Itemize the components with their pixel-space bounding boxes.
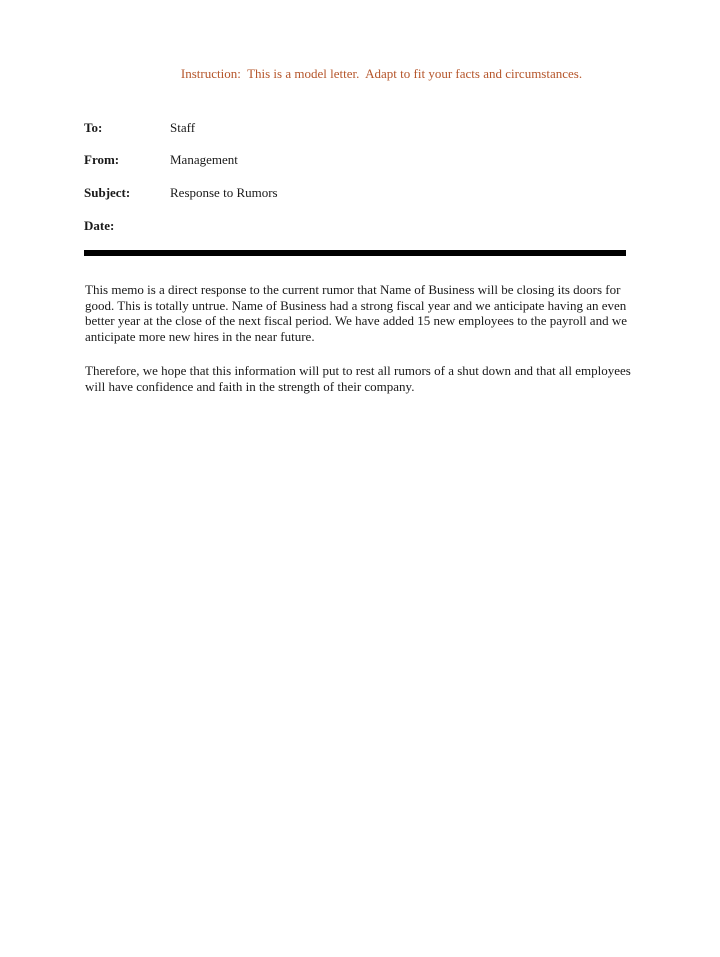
memo-to-label: To:: [84, 120, 103, 135]
memo-subject-label: Subject:: [84, 185, 131, 200]
memo-subject-value: Response to Rumors: [170, 185, 278, 200]
body-paragraph-1: This memo is a direct response to the current rumor that Name of Business will be closing its doors for good. This is totally untrue. Name of Business had a strong fiscal year and we anticipate having an even better year at the close of the next fiscal period. We have added 15 new employees to the payroll and we anticipate more new hires in the near future.: [85, 282, 627, 344]
memo-from-label: From:: [84, 152, 120, 167]
memo-to-value: Staff: [170, 120, 196, 135]
body-paragraph-2: Therefore, we hope that this information will put to rest all rumors of a shut down and that all employees will have confidence and faith in the strength of their company.: [85, 363, 631, 394]
instruction-note: Instruction: This is a model letter. Adapt to fit your facts and circumstances.: [180, 66, 583, 81]
memo-date-label: Date:: [84, 218, 115, 233]
header-divider-rule: [84, 250, 626, 256]
memo-from-value: Management: [170, 152, 238, 167]
